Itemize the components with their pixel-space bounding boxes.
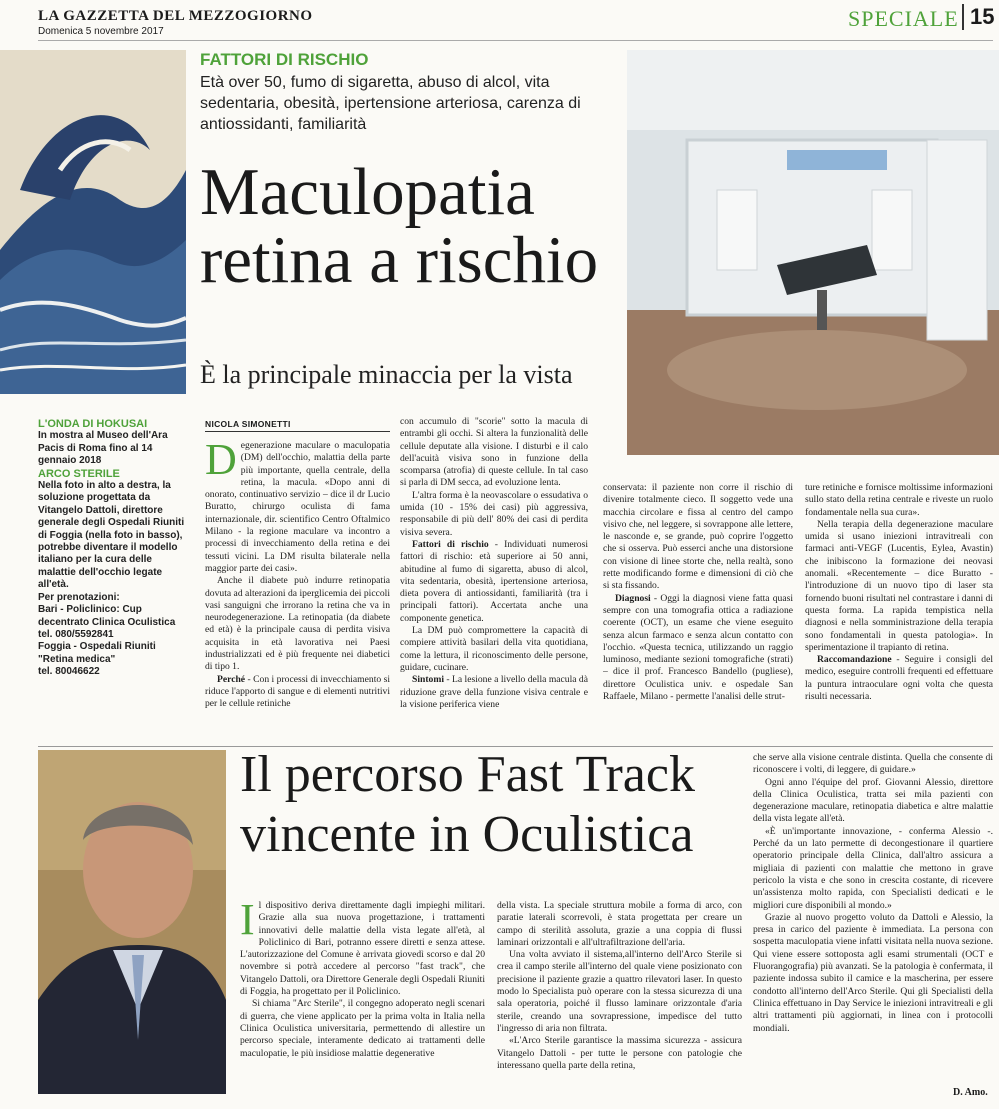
paragraph: l dispositivo deriva direttamente dagli impieghi militari. Grazie alla sua nuova progettazione, i trattamenti innovativi delle malattie della vista legate all'età, al Policlinico di Bari, potranno essere diretti e senza attese. L'autorizzazione del Comune è arrivata giovedì scorso e dal 20 novembre si potrà accedere al percorso "fast track", che Vitangelo Dattoli, ora Direttore Generale degli Ospedali Riuniti di Foggia, ha progettato per il Policlinico. [240,900,485,998]
article2-column-2 [497,900,742,1102]
paragraph: Anche il diabete può indurre retinopatia dovuta ad alterazioni da iperglicemia dei piccoli vasi sanguigni che irrorano la retina che va in neurodegenerazione. La retinopatia (da diabete ed età) è la principale causa di perdita visiva acquisita in età lavorativa nei Paesi industrializzati ed è più frequente nei diabetici di tipo 1. [205,575,390,673]
paragraph-text: - La lesione a livello della macula dà riduzione grave della funzione visiva centrale e la visione periferica viene [400,674,588,710]
paragraph: La DM può compromettere la capacità di compiere attività basilari della vita quotidiana, come la lettura, il riconoscimento delle persone, guidare, cucinare. [400,625,588,673]
paragraph: che serve alla visione centrale distinta. Quella che consente di riconoscere i volti, di leggere, di guidare.» [753,752,993,776]
headline-line-2: vincente in Oculistica [240,806,694,863]
paragraph-lead: Diagnosi [615,592,651,604]
paragraph-lead: Raccomandazione [817,654,892,666]
paragraph-text: - Individuati numerosi fattori di rischio: età superiore ai 50 anni, abitudine al fumo di sigaretta, abuso di alcol, vita sedentaria, obesità, ipertensione arteriosa, dieta povera di antiossidanti, familiarità (tra i principali fattori). Accertata anche una componente genetica. [400,538,588,624]
paragraph-lead: Sintomi [412,674,444,686]
caption-text-hokusai: In mostra al Museo dell'Ara Pacis di Roma fino al 14 gennaio 2018 [38,430,168,467]
article1-column-1 [205,440,390,740]
caption-booking-phone: tel. 80046622 [38,666,100,678]
paragraph: L'altra forma è la neovascolare o essudativa o umida (10 - 15% dei casi) più aggressiva, responsabile di più dell' 80% dei casi di perdita visiva severa. [400,489,588,538]
issue-date: Domenica 5 novembre 2017 [38,26,164,37]
article-kicker: FATTORI DI RISCHIO [200,50,369,69]
section-title: SPECIALE [848,6,959,31]
page-number: 15 [962,4,994,30]
article1-column-3 [603,482,793,744]
caption-booking-foggia: Foggia - Ospedali Riuniti "Retina medica" [38,641,156,665]
drop-cap: I [240,900,255,944]
paragraph: ture retiniche e fornisce moltissime informazioni sullo stato della retina centrale e riveste un ruolo fondamentale nella sua cura». [805,482,993,518]
paragraph: «È un'importante innovazione, - conferma Alessio -. Perché da un lato permette di decongestionare il quartiere operatorio principale della Clinica, dall'altro assicura a migliaia di pazienti con malattie che mettono in grave pericolo la vista e che sono in crescita costante, di ricevere un'assistenza molto rapida, con Specialisti dedicati e le migliori cure disponibili al mondo.» [753,825,993,911]
photo-caption-box [38,418,188,679]
paragraph [400,539,588,625]
paragraph: conservata: il paziente non corre il rischio di divenire totalmente cieco. Il soggetto vede una macchia circolare e fissa al centro del campo visivo che, nel leggere, si sovrappone alle lettere, le nasconde e, se grande, può coprire l'oggetto che si osserva. Può esserci anche una distorsione con visione di linee storte che, nella realtà, sono rette modificando forme e dimensioni di ciò che si sta fissando. [603,482,793,592]
paragraph: egenerazione maculare o maculopatia (DM) dell'occhio, malattia della parte più importante, quella centrale, della retina, la macula. «Dopo anni di onorato, continuativo servizio – dice il dr Lucio Buratto, chirurgo oculista di fama internazionale, dir. scientifico Centro Oftalmico Milano - la regione maculare va incontro a processi di invecchiamento della retina e dei tessuti vicini. La DM risulta bilaterale nella maggior parte dei casi». [205,440,390,574]
paragraph-text: - Seguire i consigli del medico, eseguire controlli frequenti ed effettuare la puntura intraoculare ogni volta che questa risulti necessaria. [805,654,993,703]
caption-title-hokusai: L'ONDA DI HOKUSAI [38,418,148,430]
paragraph: con accumulo di "scorie" sotto la macula di entrambi gli occhi. Si altera la funzionalità delle cellule deputate alla visione. I disturbi e il calo dell'acuità visiva sono in funzione della scomparsa (atrofia) di queste cellule. In tal caso si parla di DM secca, ad evoluzione lenta. [400,416,588,489]
paragraph-text: - Oggi la diagnosi viene fatta quasi sempre con una tomografia ottica a radiazione coerente (OCT), un esame che viene eseguito senza alcun farmaco e senza alcun contatto con l'occhio. «Questa tecnica, utilizzando un raggio luminoso, mediante sezioni tomografiche (strati) – dice il prof. Francesco Bandello (pugliese), direttore Oculistica univ. e ospedale San Raffaele, Milano - permette l'analisi delle strut- [603,592,793,703]
paragraph [603,593,793,704]
vitangelo-dattoli-portrait [38,750,226,1094]
header-divider [38,40,993,41]
caption-booking-bari: Bari - Policlinico: Cup decentrato Clinica Oculistica tel. 080/5592841 [38,604,176,640]
caption-text-arco: Nella foto in alto a destra, la soluzione progettata da Vitangelo Dattoli, direttore generale degli Ospedali Riuniti di Foggia (nella foto in basso), potrebbe diventare il modello italiano per la cura delle malattie dell'occhio legate all'età. [38,480,185,591]
paragraph: Nella terapia della degenerazione maculare umida si usano iniezioni intravitreali con farmaci anti-VEGF (Lucentis, Eylea, Avastin) che inibiscono la formazione dei neovasi anomali. «Recentemente – dice Buratto - l'introduzione di un nuovo tipo di laser sta fornendo buoni risultati nel contrastare i danni di questa forma. La rapida tempistica nella diagnosi e nella somministrazione della terapia sono fondamentali in questa patologia». In sperimentazione il trapianto di retina. [805,518,993,653]
article-subhead: È la principale minaccia per la vista [200,360,573,389]
article2-headline [240,745,760,865]
headline-line-1: Maculopatia [200,155,535,229]
paragraph: «L'Arco Sterile garantisce la massima sicurezza - assicura Vitangelo Dattoli - per tutte le persone con patologie che interessano quella parte della retina, [497,1035,742,1071]
hokusai-wave-image [0,50,186,394]
paragraph [805,654,993,703]
article2-column-3 [753,752,993,1087]
paragraph [205,674,390,711]
article1-column-4 [805,482,993,744]
author-byline: NICOLA SIMONETTI [205,419,291,429]
drop-cap: D [205,440,237,484]
paragraph-lead: Fattori di rischio [412,538,489,550]
sterile-arc-room-image [627,50,999,455]
headline-line-2: retina a rischio [200,223,599,297]
article2-column-1 [240,900,485,1102]
article1-column-2 [400,416,588,742]
paragraph: Ogni anno l'équipe del prof. Giovanni Alessio, direttore della Clinica Oculistica, tratta sei mila pazienti con degenerazione maculare, retinopatia diabetica e altre malattie della vista legate all'età. [753,776,993,825]
article-signature: D. Amo. [953,1087,988,1098]
paragraph-text: - Con i processi di invecchiamento si riduce l'apporto di sangue e di elementi nutritivi per le cellule retiniche [205,673,390,710]
paragraph [400,674,588,711]
paragraph-lead: Perché [217,673,246,685]
caption-booking-label: Per prenotazioni: [38,591,120,603]
headline-line-1: Il percorso Fast Track [240,746,695,803]
article-deck: Età over 50, fumo di sigaretta, abuso di alcol, vita sedentaria, obesità, ipertensione arteriosa, carenza di antiossidanti, familiarità [200,74,581,133]
masthead: LA GAZZETTA DEL MEZZOGIORNO [38,8,313,24]
paragraph: Grazie al nuovo progetto voluto da Dattoli e Alessio, la presa in carico del paziente è immediata. La persona con sospetta maculopatia viene infatti visitata nella nuova sezione. Qui viene essere sottoposta agli esami strumentali (OCT e Fluorangografia) più avanzati. Se la patologia è confermata, il paziente indossa subito il camice e la mascherina, per essere condotto all'interno dell'Arco Sterile. Qui gli Specialisti della Clinica effettuano in Day Service le iniezioni intravitreali e gli altri trattamenti più aggiornati, in linea con i protocolli mondiali. [753,911,993,1034]
caption-title-arco: ARCO STERILE [38,467,120,480]
paragraph: Si chiama "Arc Sterile", il congegno adoperato negli scenari di guerra, che viene applicato per la prima volta in Italia nella Clinica Oculistica universitaria, permettendo di allestire un percorso speciale, interamente dedicato ai trattamenti delle maculopatie, le più insidiose malattie degenerative [240,998,485,1059]
paragraph: Una volta avviato il sistema,all'interno dell'Arco Sterile si crea il campo sterile all'interno del quale viene posizionato con precisione il paziente grazie a quattro rilevatori laser. In questo modo lo Specialista può operare con la stessa sicurezza di una sala operatoria, poiché il flusso laminare orizzontale d'aria sterile, creando una sovrapressione, impedisce del tutto l'ingresso di aria non filtrata. [497,949,742,1034]
article-headline [200,155,620,297]
paragraph: della vista. La speciale struttura mobile a forma di arco, con paratie laterali scorrevoli, è stata progettata per creare un campo di sterilità assoluta, grazie a una coppia di flussi laminari orizzontali e all'ultrafiltrazione dell'aria. [497,900,742,948]
byline-rule [205,431,390,432]
